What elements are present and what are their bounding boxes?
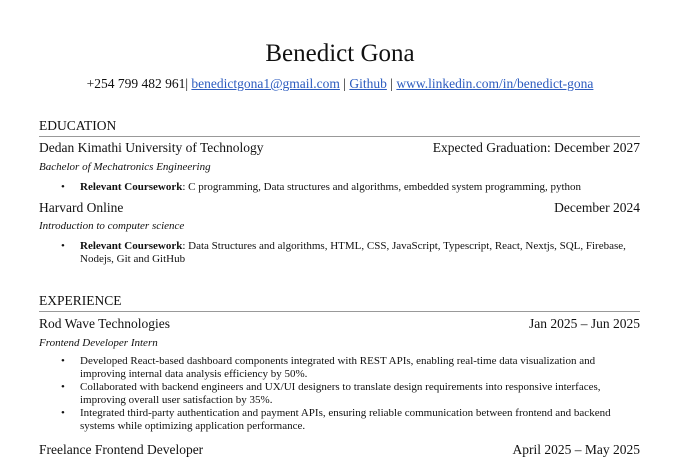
date: December 2024 — [554, 200, 640, 215]
email-link[interactable]: benedictgona1@gmail.com — [191, 76, 340, 91]
responsibility-list — [39, 355, 639, 433]
experience-entry-header — [39, 441, 640, 458]
institution: Dedan Kimathi University of Technology — [39, 140, 264, 155]
date: Expected Graduation: December 2027 — [432, 140, 640, 155]
separator: | — [390, 76, 393, 91]
date: Jan 2025 – Jun 2025 — [529, 316, 640, 331]
program: Bachelor of Mechatronics Engineering — [39, 161, 211, 173]
separator: | — [343, 76, 346, 91]
coursework-list — [39, 181, 639, 194]
experience-entry-header — [39, 315, 640, 332]
list-item: • Collaborated with backend engineers and UX/UI designers to translate design requirements into responsive interfaces, improving overall user satisfaction by 35%. — [39, 381, 639, 407]
institution: Harvard Online — [39, 200, 124, 215]
date: April 2025 – May 2025 — [512, 442, 640, 457]
coursework-label: Relevant Coursework — [80, 181, 183, 193]
education-entry-header — [39, 199, 640, 216]
education-heading: EDUCATION — [39, 117, 640, 137]
list-item — [39, 181, 639, 194]
program: Introduction to computer science — [39, 220, 185, 232]
company: Freelance Frontend Developer — [39, 442, 204, 457]
coursework-list — [39, 240, 639, 266]
linkedin-link[interactable]: www.linkedin.com/in/benedict-gona — [396, 76, 594, 91]
github-link[interactable]: Github — [349, 76, 387, 91]
contact-line — [0, 75, 680, 92]
experience-heading: EXPERIENCE — [39, 292, 640, 312]
role: Frontend Developer Intern — [39, 337, 158, 349]
list-item: • Integrated third-party authentication and payment APIs, ensuring reliable communication between frontend and backend systems while optimizing application performance. — [39, 407, 639, 433]
list-item — [39, 240, 639, 266]
list-item: • Developed React-based dashboard components integrated with REST APIs, enabling real-time data visualization and improving internal data analysis efficiency by 50%. — [39, 355, 639, 381]
coursework-label: Relevant Coursework — [80, 240, 183, 252]
coursework-text: : Data Structures and algorithms, HTML, CSS, JavaScript, Typescript, React, Nextjs, SQL, Firebase, Nodejs, Git and GitHub — [80, 240, 626, 265]
candidate-name: Benedict Gona — [265, 40, 415, 67]
coursework-text: : C programming, Data structures and algorithms, embedded system programming, python — [182, 181, 582, 193]
education-entry-header — [39, 139, 640, 156]
company: Rod Wave Technologies — [39, 316, 170, 331]
phone-number: +254 799 482 961| — [86, 76, 189, 91]
